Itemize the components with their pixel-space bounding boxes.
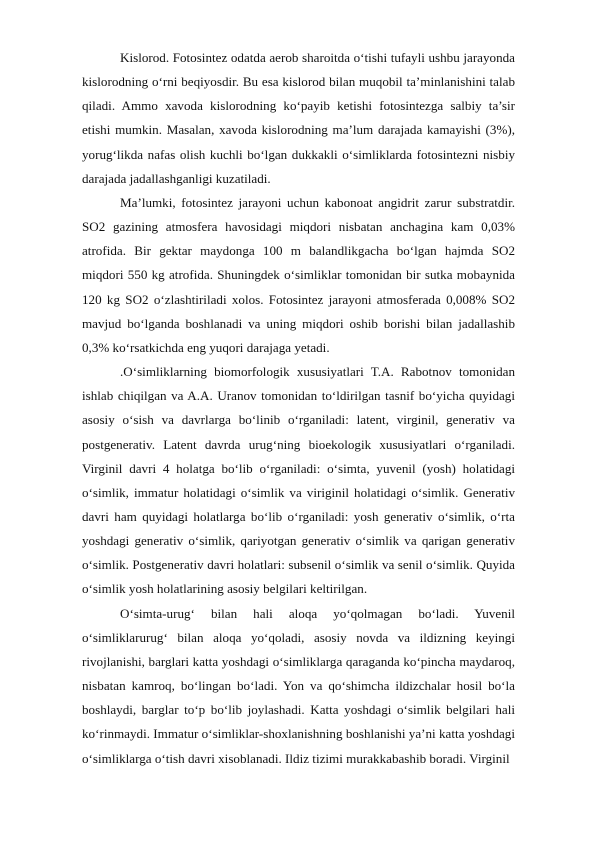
paragraph-biomorphology: .O‘simliklarning biomorfologik xususiyatlari T.A. Rabotnov tomonidan ishlab chiqilgan va A.A. Uranov tomonidan to‘ldirilgan tasnif bo‘yicha quyidagi asosiy o‘sish va davrlarga bo‘linib o‘rganiladi: latent, virginil, generativ va postgenerativ. Latent davrda urug‘ning bioekologik xususiyatlari o‘rganiladi. Virginil davri 4 holatga bo‘lib o‘rganiladi: o‘simta, yuvenil (yosh) holatidagi o‘simlik, immatur holatidagi o‘simlik va viriginil holatidagi o‘simlik. Generativ davri ham quyidagi holatlarga bo‘lib o‘rganiladi: yosh generativ o‘simlik, o‘rta yoshdagi generativ o‘simlik, qariyotgan generativ o‘simlik va qarigan generativ o‘simlik. Postgenerativ davri holatlari: subsenil o‘simlik va senil o‘simlik. Quyida o‘simlik yosh holatlarining asosiy belgilari keltirilgan. [82,364,515,597]
paragraph-oxygen: Kislorod. Fotosintez odatda aerob sharoitda o‘tishi tufayli ushbu jarayonda kislorodning o‘rni beqiyosdir. Bu esa kislorod bilan muqobil ta’minlanishini talab qiladi. Ammo xavoda kislorodning ko‘payib ketishi fotosintezga salbiy ta’sir etishi mumkin. Masalan, xavoda kislorodning ma’lum darajada kamayishi (3%), yorug‘likda nafas olish kuchli bo‘lgan dukkakli o‘simliklarda fotosintezni nisbiy darajada jadallashganligi kuzatiladi. [82,50,515,186]
paragraph-carbon-dioxide: Ma’lumki, fotosintez jarayoni uchun kabonoat angidrit zarur substratdir. SO2 gazining atmosfera havosidagi miqdori nisbatan anchagina kam 0,03% atrofida. Bir gektar maydonga 100 m balandlikgacha bo‘lgan hajmda SO2 miqdori 550 kg atrofida. Shuningdek o‘simliklar tomonidan bir sutka mobaynida 120 kg SO2 o‘zlashtiriladi xolos. Fotosintez jarayoni atmosferada 0,008% SO2 mavjud bo‘lganda boshlanadi va uning miqdori oshib borishi bilan jadallashib 0,3% ko‘rsatkichda eng yuqori darajaga yetadi. [82,194,515,355]
document-page [82,46,515,771]
paragraph-seedling-stages: O‘simta-urug‘ bilan hali aloqa yo‘qolmagan bo‘ladi. Yuvenil o‘simliklarurug‘ bilan aloqa yo‘qoladi, asosiy novda va ildizning keyingi rivojlanishi, barglari katta yoshdagi o‘simliklarga qaraganda ko‘pincha maydaroq, nisbatan kamroq, bo‘lingan bo‘ladi. Yon va qo‘shimcha ildizchalar hosil bo‘la boshlaydi, barglar to‘p bo‘lib joylashadi. Katta yoshdagi o‘simlik belgilari hali ko‘rinmaydi. Immatur o‘simliklar-shoxlanishning boshlanishi ya’ni katta yoshdagi o‘simliklarga o‘tish davri xisoblanadi. Ildiz tizimi murakkabashib boradi. Virginil [82,605,515,766]
